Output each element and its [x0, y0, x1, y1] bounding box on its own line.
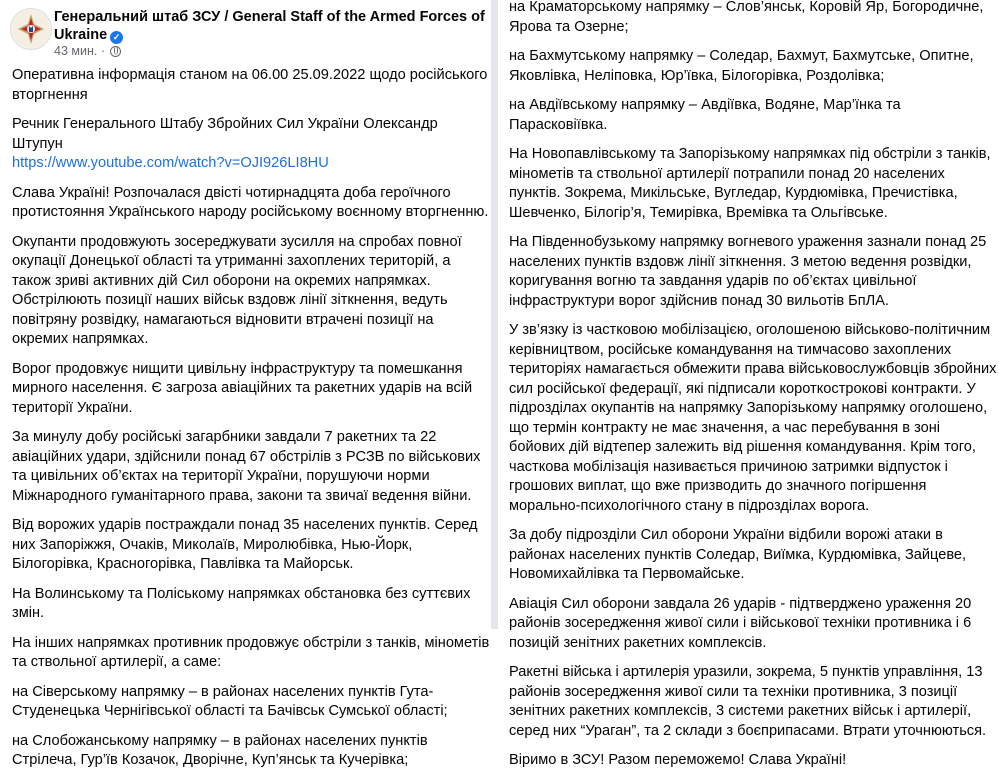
paragraph: Від ворожих ударів постраждали понад 35 населених пунктів. Серед них Запоріжжя, Очаків, Миколаїв, Миролюбівка, Нью-Йорк, Білогорівка, Красногорівка, Павлівка та Майорськ.	[12, 517, 478, 572]
post-speaker: Речник Генерального Штабу Збройних Сил України Олександр Штупун	[12, 116, 438, 152]
paragraph: Авіація Сил оборони завдала 26 ударів - підтверджено ураження 20 районів зосередження живої сили і військової техніки противника і 6 позицій зенітних ракетних комплексів.	[509, 595, 972, 651]
column-divider	[491, 0, 498, 629]
paragraph: На Волинському та Поліському напрямках обстановка без суттєвих змін.	[12, 585, 471, 621]
verified-badge-icon: ✓	[110, 31, 123, 44]
page-name-link[interactable]: Генеральний штаб ЗСУ / General Staff of the Armed Forces of Ukraine	[54, 9, 485, 43]
post-left-column	[0, 0, 491, 768]
post-meta	[54, 44, 121, 58]
page-name[interactable]	[54, 8, 490, 44]
post-time[interactable]: 43 мин.	[54, 44, 98, 58]
post-body-left	[12, 66, 490, 781]
video-link[interactable]: https://www.youtube.com/watch?v=OJI926LI8HU	[12, 155, 329, 171]
post-header	[10, 6, 490, 62]
meta-separator: ·	[100, 44, 105, 58]
post-body-right	[509, 0, 997, 781]
post-speaker-block	[12, 115, 490, 174]
paragraph: За минулу добу російські загарбники завдали 7 ракетних та 22 авіаційних удари, здійснили понад 67 обстрілів з РСЗВ по військових та цивільних об’єктах на території України, порушуючи норми Міжнародного гуманітарного права, закони та звичаї ведення війни.	[12, 429, 481, 504]
paragraph: на Сіверському напрямку – в районах населених пунктів Гута-Студенецька Чернігівської області та Бачівськ Сумської області;	[12, 683, 448, 719]
paragraph: Ворог продовжує нищити цивільну інфраструктуру та помешкання мирного населення. Є загроза авіаційних та ракетних ударів на всій території України.	[12, 360, 473, 416]
page-avatar[interactable]	[10, 8, 52, 50]
paragraph: на Авдіївському напрямку – Авдіївка, Водяне, Мар’їнка та Парасковіївка.	[509, 97, 901, 133]
paragraph: У зв’язку із частковою мобілізацією, оголошеною військово-політичним керівництвом, російське командування на тимчасово захоплених територіях намагається обмежити права військовослужбовців збройних сил російської федерації, які підписали короткострокові контракти. У підрозділах окупантів на напрямку Запорізькому напрямку оголошено, що термін контракту не має значення, а час перебування в зоні бойових дій відтепер залежить від рішення командування. Крім того, часткова мобілізація називається причиною затримки відпусток і грошових виплат, що вже призводить до значного погіршення морально-психологічного стану в підрозділах ворога.	[509, 322, 997, 514]
post-right-column	[498, 0, 999, 768]
globe-icon	[110, 46, 121, 57]
paragraph: на Бахмутському напрямку – Соледар, Бахмут, Бахмутське, Опитне, Яковлівка, Неліповка, Юр’ївка, Білогорівка, Роздолівка;	[509, 48, 974, 84]
trident-emblem-icon	[11, 9, 51, 49]
paragraph: Віримо в ЗСУ! Разом переможемо! Слава Україні!	[509, 752, 847, 768]
paragraph: За добу підрозділи Сил оборони України відбили ворожі атаки в районах населених пунктів Соледар, Виїмка, Курдюмівка, Зайцеве, Новомихайлівка та Первомайське.	[509, 527, 967, 582]
paragraph: На Новопавлівському та Запорізькому напрямках під обстріли з танків, мінометів та ствольної артилерії потрапили понад 20 населених пунктів. Зокрема, Микільське, Вугледар, Курдюмівка, Пречистівка, Шевченко, Білогір’я, Темирівка, Времівка та Ольгівське.	[509, 146, 991, 221]
paragraph: На інших напрямках противник продовжує обстріли з танків, мінометів та ствольної артилерії, а саме:	[12, 634, 490, 670]
paragraph: Окупанти продовжують зосереджувати зусилля на спробах повної окупації Донецької області та утриманні захоплених територій, а також зриві активних дій Сил оборони на окремих напрямках. Обстрілюють позиції наших військ вздовж лінії зіткнення, ведуть повітряну розвідку, намагаються відновити втрачені позиції на окремих напрямках.	[12, 233, 462, 347]
paragraph: на Слобожанському напрямку – в районах населених пунктів Стрілеча, Гур’їв Козачок, Дворічне, Куп’янськ та Кучерівка;	[12, 732, 428, 768]
paragraph: на Краматорському напрямку – Слов’янськ, Коровій Яр, Богородичне, Ярова та Озерне;	[509, 0, 984, 35]
paragraph: Ракетні війська і артилерія уразили, зокрема, 5 пунктів управління, 13 районів зосередження живої сили та техніки противника, 3 позиції зенітних ракетних комплексів, 3 системи ракетних військ і артилерії, серед них “Ураган”, та 2 склади з боєприпасами. Втрати уточнюються.	[509, 664, 987, 739]
paragraph: На Південнобузькому напрямку вогневого ураження зазнали понад 25 населених пунктів вздовж лінії зіткнення. З метою ведення розвідки, коригування вогню та завдання ударів по об’єктах цивільної інфраструктури ворог здійснив понад 30 вильотів БпЛА.	[509, 234, 987, 309]
post-title: Оперативна інформація станом на 06.00 25.09.2022 щодо російського вторгнення	[12, 67, 488, 103]
paragraph: Слава Україні! Розпочалася двісті чотирнадцята доба героїчного протистояння Українського народу російському воєнному вторгненню.	[12, 184, 489, 220]
